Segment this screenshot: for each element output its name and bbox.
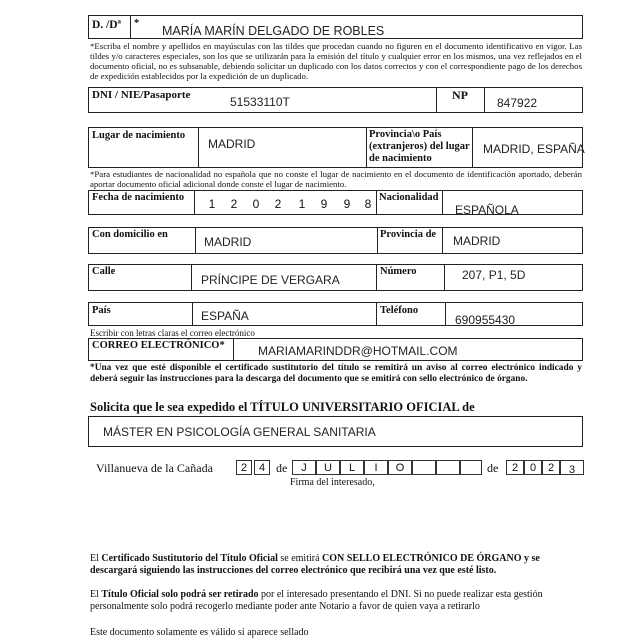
name-field[interactable]: MARÍA MARÍN DELGADO DE ROBLES <box>162 24 385 38</box>
street-field[interactable]: PRÍNCIPE DE VERGARA <box>201 273 340 287</box>
month-cell[interactable]: O <box>388 460 412 475</box>
np-label: NP <box>452 88 468 102</box>
birth-province-field[interactable]: MADRID, ESPAÑA <box>483 142 585 156</box>
birthdate-digit[interactable]: 1 <box>298 197 306 211</box>
country-field[interactable]: ESPAÑA <box>201 309 249 323</box>
domicile-label: Con domicilio en <box>92 229 168 240</box>
name-required-asterisk: * <box>134 18 140 29</box>
street-label: Calle <box>92 266 116 277</box>
day-cell[interactable]: 2 <box>236 460 252 475</box>
year-cell[interactable]: 2 <box>506 460 524 475</box>
birthdate-digit[interactable]: 2 <box>274 197 282 211</box>
birthdate-digit[interactable]: 8 <box>364 197 372 211</box>
signature-place: Villanueva de la Cañada <box>96 461 213 475</box>
number-field[interactable]: 207, P1, 5D <box>462 268 526 282</box>
birthplace-label: Lugar de nacimiento <box>92 130 186 141</box>
email-hint: Escribir con letras claras el correo electrónico <box>90 328 255 338</box>
degree-title-field[interactable]: MÁSTER EN PSICOLOGÍA GENERAL SANITARIA <box>103 425 376 439</box>
month-cell[interactable] <box>460 460 482 475</box>
name-note: *Escriba el nombre y apellidos en mayúsculas con las tildes que procedan cuando no figuren en el documento identificativo en vigor. Las tildes y/o caracteres especiales, son los que se utilizarán para la emisión del título y cualquier error en los mismos, una vez reflejados en el documento oficial, no es subsanable, debiendo solicitar un duplicado con los datos correctos y con el correspondiente pago de los derechos de expedición establecidos por la expedición de un duplicado. <box>90 41 582 81</box>
footer-title-paragraph: El Título Oficial solo podrá ser retirado por el interesado presentando el DNI. Si no puede realizar esta gestión personalmente solo podrá recogerlo mediante poder ante Notario a favor de quien vaya a retirarlo <box>90 589 543 612</box>
year-cell[interactable]: 2 <box>542 460 560 475</box>
name-label: D. /Dª <box>92 19 122 31</box>
year-cell[interactable]: 3 <box>560 460 584 475</box>
np-field[interactable]: 847922 <box>497 96 538 110</box>
day-cell[interactable]: 4 <box>254 460 270 475</box>
birthdate-label: Fecha de nacimiento <box>92 192 185 203</box>
birthplace-field[interactable]: MADRID <box>208 137 256 151</box>
request-heading: Solicita que le sea expedido el TÍTULO UNIVERSITARIO OFICIAL de <box>90 400 475 414</box>
number-label: Número <box>380 266 417 277</box>
nationality-field[interactable]: ESPAÑOLA <box>455 203 519 217</box>
year-cell[interactable]: 0 <box>524 460 542 475</box>
birthdate-digit[interactable]: 9 <box>343 197 351 211</box>
signature-caption: Firma del interesado, <box>290 477 375 488</box>
nationality-label: Nacionalidad <box>379 192 439 203</box>
domicile-field[interactable]: MADRID <box>204 235 252 249</box>
month-cell[interactable]: L <box>340 460 364 475</box>
birthplace-note: *Para estudiantes de nacionalidad no española que no conste el lugar de nacimiento en el documento de identificación aportado, deberán aportar documento oficial adicional donde conste el lugar de nacimiento. <box>90 169 582 189</box>
month-cell[interactable]: U <box>316 460 340 475</box>
de-label-2: de <box>487 461 499 475</box>
birthdate-digit[interactable]: 1 <box>208 197 216 211</box>
phone-field[interactable]: 690955430 <box>455 313 516 327</box>
email-label: CORREO ELECTRÓNICO* <box>92 340 225 351</box>
domicile-province-label: Provincia de <box>380 229 437 240</box>
domicile-province-field[interactable]: MADRID <box>453 234 501 248</box>
country-label: País <box>92 305 111 316</box>
birth-province-label: Provincia\o País (extranjeros) del lugar de nacimiento <box>369 129 470 164</box>
birthdate-digit[interactable]: 0 <box>252 197 260 211</box>
email-field[interactable]: MARIAMARINDDR@HOTMAIL.COM <box>258 344 458 358</box>
dni-label: DNI / NIE/Pasaporte <box>92 89 191 101</box>
month-cell[interactable]: I <box>364 460 388 475</box>
month-cell[interactable] <box>436 460 460 475</box>
email-note: *Una vez que esté disponible el certificado sustitutorio del título se remitirá un aviso al correo electrónico indicado y deberá seguir las instrucciones para la descarga del documento que se emitirá con sello electrónico de órgano. <box>90 363 582 384</box>
birthdate-digit[interactable]: 9 <box>320 197 328 211</box>
month-cell[interactable] <box>412 460 436 475</box>
de-label-1: de <box>276 461 288 475</box>
birthdate-digit[interactable]: 2 <box>230 197 238 211</box>
phone-label: Teléfono <box>380 305 419 316</box>
footer-validity-note: Este documento solamente es válido si aparece sellado <box>90 627 309 638</box>
dni-field[interactable]: 51533110T <box>230 95 290 109</box>
footer-certificate-paragraph: El Certificado Sustitutorio del Título Oficial se emitirá CON SELLO ELECTRÓNICO DE ÓRGANO y se descargará siguiendo las instrucciones del correo electrónico que recibirá una vez que esté listo. <box>90 553 540 576</box>
month-cell[interactable]: J <box>292 460 316 475</box>
